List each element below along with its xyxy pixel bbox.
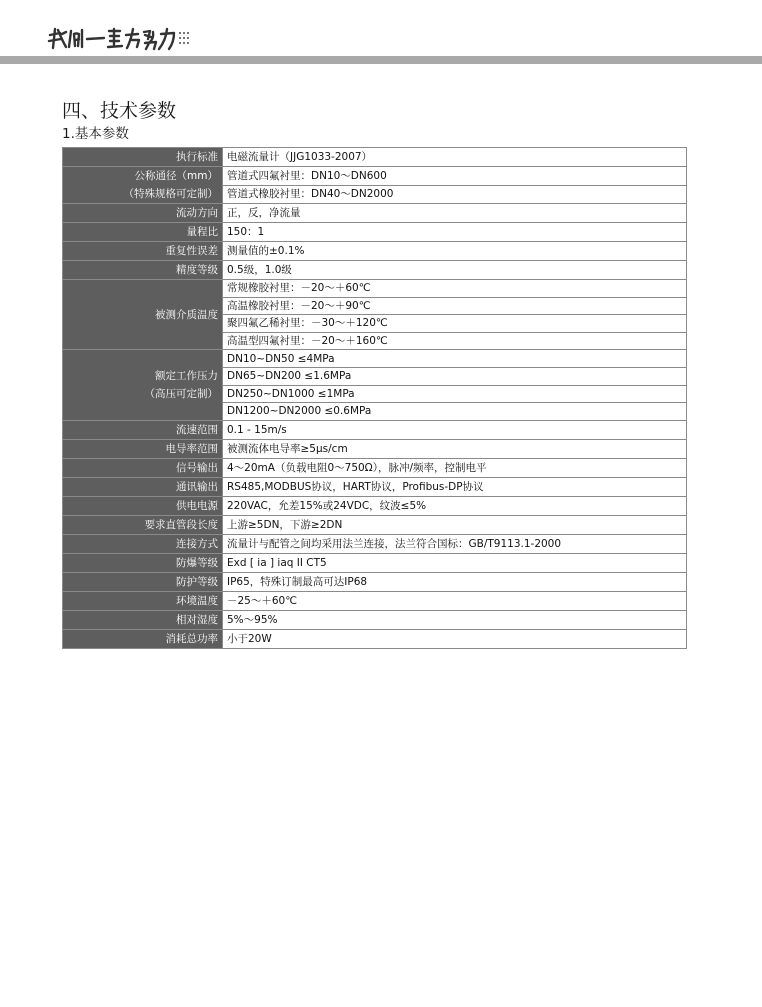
brand-logo — [46, 26, 191, 54]
parameter-label: 消耗总功率 — [165, 632, 218, 645]
parameter-label: （高压可定制） — [144, 388, 218, 401]
parameter-value: DN1200~DN2000 ≤0.6MPa — [223, 403, 687, 421]
calligraphy-logo-icon — [46, 26, 191, 54]
parameter-label: 流速范围 — [176, 423, 218, 436]
table-row — [63, 572, 687, 591]
parameter-value: 聚四氟乙稀衬里：－30～＋120℃ — [223, 315, 687, 333]
parameters-table-body — [63, 148, 687, 649]
parameter-value: 电磁流量计（JJG1033-2007） — [223, 148, 687, 167]
parameter-value: RS485,MODBUS协议，HART协议，Profibus-DP协议 — [223, 477, 687, 496]
table-row — [63, 242, 687, 261]
parameter-label-cell — [63, 591, 223, 610]
parameter-value: 测量值的±0.1% — [223, 242, 687, 261]
parameter-label-cell — [63, 572, 223, 591]
table-row — [63, 591, 687, 610]
parameter-value: 上游≥5DN，下游≥2DN — [223, 515, 687, 534]
page-header — [0, 0, 762, 70]
parameter-label: 精度等级 — [176, 264, 218, 276]
parameter-label-cell — [63, 534, 223, 553]
table-row — [63, 167, 687, 186]
parameter-label: 被测介质温度 — [155, 308, 218, 321]
parameter-label: 相对湿度 — [176, 613, 218, 626]
parameter-label: 环境温度 — [176, 594, 218, 607]
parameter-label: 重复性误差 — [165, 245, 218, 257]
parameter-value: Exd [ ia ] iaq II CT5 — [223, 553, 687, 572]
parameter-label: 额定工作压力 — [155, 370, 218, 383]
parameter-value: 管道式橡胶衬里：DN40～DN2000 — [223, 185, 687, 204]
parameter-value: DN10~DN50 ≤4MPa — [223, 350, 687, 368]
parameter-value: DN250~DN1000 ≤1MPa — [223, 385, 687, 403]
table-row — [63, 223, 687, 242]
parameter-label-cell — [63, 242, 223, 261]
parameter-value: 150：1 — [223, 223, 687, 242]
parameter-value: 流量计与配管之间均采用法兰连接，法兰符合国标：GB/T9113.1-2000 — [223, 534, 687, 553]
parameter-label: 量程比 — [186, 226, 218, 238]
table-row — [63, 280, 687, 298]
table-row — [63, 350, 687, 368]
parameter-label-cell — [63, 439, 223, 458]
parameter-label-cell — [63, 458, 223, 477]
table-row — [63, 515, 687, 534]
parameter-label: 防护等级 — [176, 575, 218, 588]
parameter-value: 正，反，净流量 — [223, 204, 687, 223]
parameter-value: 常规橡胶衬里：－20～＋60℃ — [223, 280, 687, 298]
parameter-value: 220VAC，允差15%或24VDC，纹波≤5% — [223, 496, 687, 515]
parameter-value: 小于20W — [223, 629, 687, 648]
parameter-label-cell — [63, 515, 223, 534]
parameter-value: 0.5级，1.0级 — [223, 261, 687, 280]
parameter-label-cell — [63, 496, 223, 515]
parameter-label-cell — [63, 553, 223, 572]
parameter-label: 连接方式 — [176, 537, 218, 550]
parameter-label-cell — [63, 420, 223, 439]
table-row — [63, 148, 687, 167]
table-row — [63, 439, 687, 458]
parameter-label: 流动方向 — [176, 207, 218, 219]
parameter-label: 公称通径（mm） — [134, 170, 218, 182]
parameter-label: 要求直管段长度 — [144, 518, 218, 531]
parameter-label-cell — [63, 261, 223, 280]
parameter-label: （特殊规格可定制） — [123, 188, 218, 200]
header-divider-bar — [0, 56, 762, 64]
table-row — [63, 477, 687, 496]
table-row — [63, 261, 687, 280]
parameter-value: 高温橡胶衬里：－20～＋90℃ — [223, 297, 687, 315]
parameter-label-cell — [63, 610, 223, 629]
page-title: 四、技术参数 — [62, 100, 177, 122]
parameter-value: 高温型四氟衬里：－20～＋160℃ — [223, 332, 687, 350]
parameter-value: 0.1 - 15m/s — [223, 420, 687, 439]
parameter-label: 防爆等级 — [176, 556, 218, 569]
table-row — [63, 420, 687, 439]
parameter-value: 5%～95% — [223, 610, 687, 629]
parameter-value: 4～20mA（负载电阻0～750Ω），脉冲/频率，控制电平 — [223, 458, 687, 477]
parameter-value: DN65~DN200 ≤1.6MPa — [223, 367, 687, 385]
parameter-value: 被测流体电导率≥5μs/cm — [223, 439, 687, 458]
parameter-label: 电导率范围 — [165, 442, 218, 455]
parameter-label: 供电电源 — [176, 499, 218, 512]
section-subtitle: 1.基本参数 — [62, 126, 129, 142]
table-row — [63, 553, 687, 572]
parameter-label: 信号输出 — [176, 461, 218, 474]
table-row — [63, 204, 687, 223]
parameter-label: 通讯输出 — [176, 480, 218, 493]
parameter-label-cell — [63, 167, 223, 204]
parameter-value: 管道式四氟衬里：DN10～DN600 — [223, 167, 687, 186]
parameter-label-cell — [63, 477, 223, 496]
parameter-label-cell — [63, 204, 223, 223]
parameters-table — [62, 147, 687, 649]
table-row — [63, 458, 687, 477]
parameter-label: 执行标准 — [176, 151, 218, 163]
table-row — [63, 610, 687, 629]
table-row — [63, 534, 687, 553]
table-row — [63, 629, 687, 648]
parameter-label-cell — [63, 280, 223, 350]
table-row — [63, 496, 687, 515]
parameter-value: IP65，特殊订制最高可达IP68 — [223, 572, 687, 591]
parameter-label-cell — [63, 629, 223, 648]
parameter-label-cell — [63, 148, 223, 167]
parameter-value: －25～＋60℃ — [223, 591, 687, 610]
parameter-label-cell — [63, 223, 223, 242]
parameter-label-cell — [63, 350, 223, 420]
